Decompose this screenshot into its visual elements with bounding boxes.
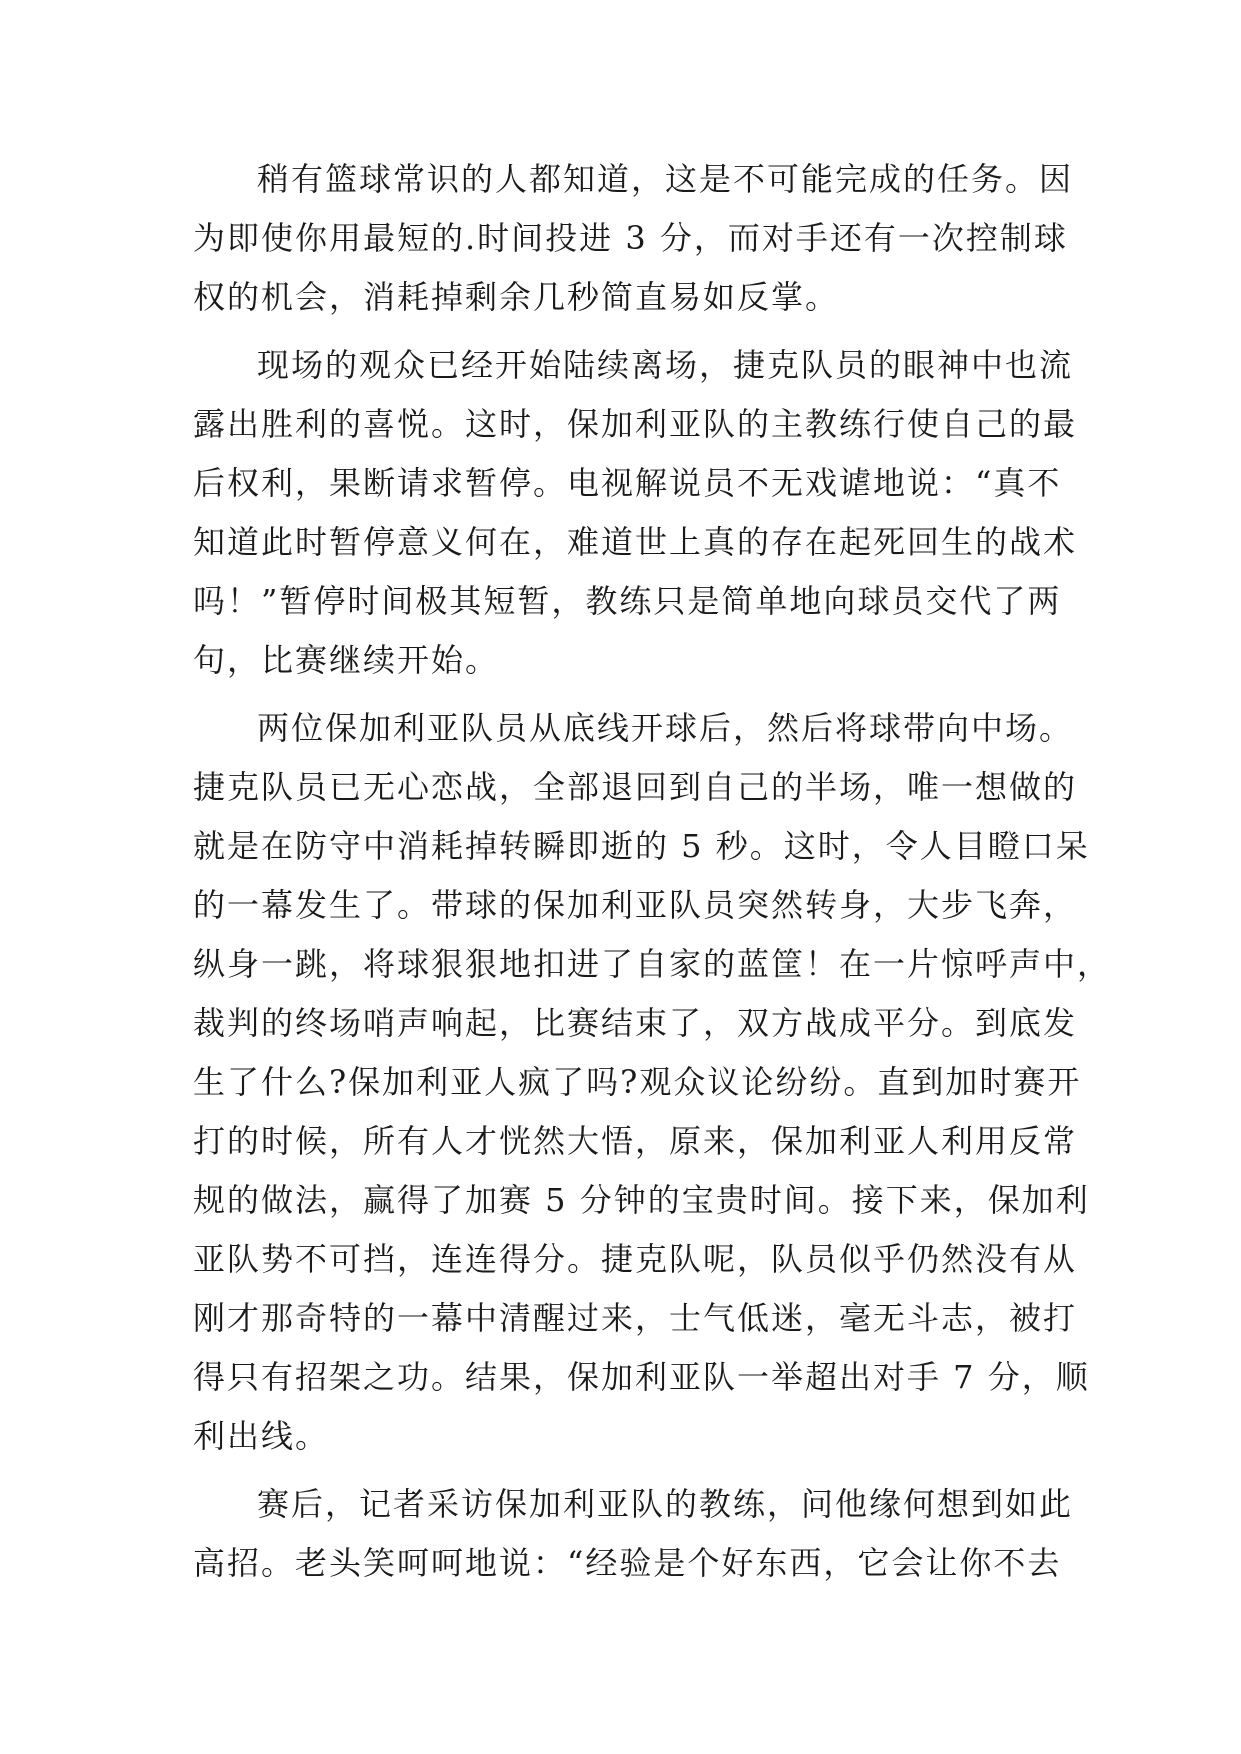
- text-line: 高招。老头笑呵呵地说：“经验是个好东西，它会让你不去: [193, 1544, 1062, 1582]
- text-line: 的一幕发生了。带球的保加利亚队员突然转身，大步飞奔，: [193, 886, 1078, 924]
- text-line: 句，比赛继续开始。: [193, 641, 500, 679]
- text-line: 后权利，果断请求暂停。电视解说员不无戏谑地说：“真不: [193, 464, 1062, 502]
- text-line: 就是在防守中消耗掉转瞬即逝的 5 秒。这时，令人目瞪口呆: [193, 827, 1090, 865]
- text-line: 刚才那奇特的一幕中清醒过来，士气低迷，毫无斗志，被打: [193, 1299, 1078, 1337]
- paragraph-4: [193, 1475, 1073, 1593]
- paragraph-2: [193, 336, 1078, 690]
- text-line: 两位保加利亚队员从底线开球后，然后将球带向中场。: [257, 709, 1074, 747]
- text-line: 亚队势不可挡，连连得分。捷克队呢，队员似乎仍然没有从: [193, 1240, 1078, 1278]
- text-line: 生了什么?保加利亚人疯了吗?观众议论纷纷。直到加时赛开: [193, 1063, 1082, 1101]
- text-line: 捷克队员已无心恋战，全部退回到自己的半场，唯一想做的: [193, 768, 1078, 806]
- text-line: 裁判的终场哨声响起，比赛结束了，双方战成平分。到底发: [193, 1004, 1078, 1042]
- text-line: 打的时候，所有人才恍然大悟，原来，保加利亚人利用反常: [193, 1122, 1078, 1160]
- text-line: 权的机会，消耗掉剩余几秒简直易如反掌。: [193, 278, 840, 316]
- text-line: 赛后，记者采访保加利亚队的教练，问他缘何想到如此: [257, 1485, 1074, 1523]
- text-line: 露出胜利的喜悦。这时，保加利亚队的主教练行使自己的最: [193, 405, 1078, 443]
- text-line: 稍有篮球常识的人都知道，这是不可能完成的任务。因: [257, 160, 1074, 198]
- text-line: 为即使你用最短的.时间投进 3 分，而对手还有一次控制球: [193, 219, 1068, 257]
- paragraph-3: [193, 699, 1112, 1466]
- text-line: 规的做法，赢得了加赛 5 分钟的宝贵时间。接下来，保加利: [193, 1181, 1090, 1219]
- text-line: 现场的观众已经开始陆续离场，捷克队员的眼神中也流: [257, 346, 1074, 384]
- text-line: 得只有招架之功。结果，保加利亚队一举超出对手 7 分，顺: [193, 1358, 1090, 1396]
- text-line: 纵身一跳，将球狠狠地扣进了自家的蓝筐！在一片惊呼声中，: [193, 945, 1112, 983]
- paragraph-1: [193, 150, 1073, 327]
- text-line: 知道此时暂停意义何在，难道世上真的存在起死回生的战术: [193, 523, 1078, 561]
- text-line: 利出线。: [193, 1417, 330, 1455]
- body-text: [193, 150, 1112, 1593]
- text-line: 吗！”暂停时间极其短暂，教练只是简单地向球员交代了两: [193, 582, 1062, 620]
